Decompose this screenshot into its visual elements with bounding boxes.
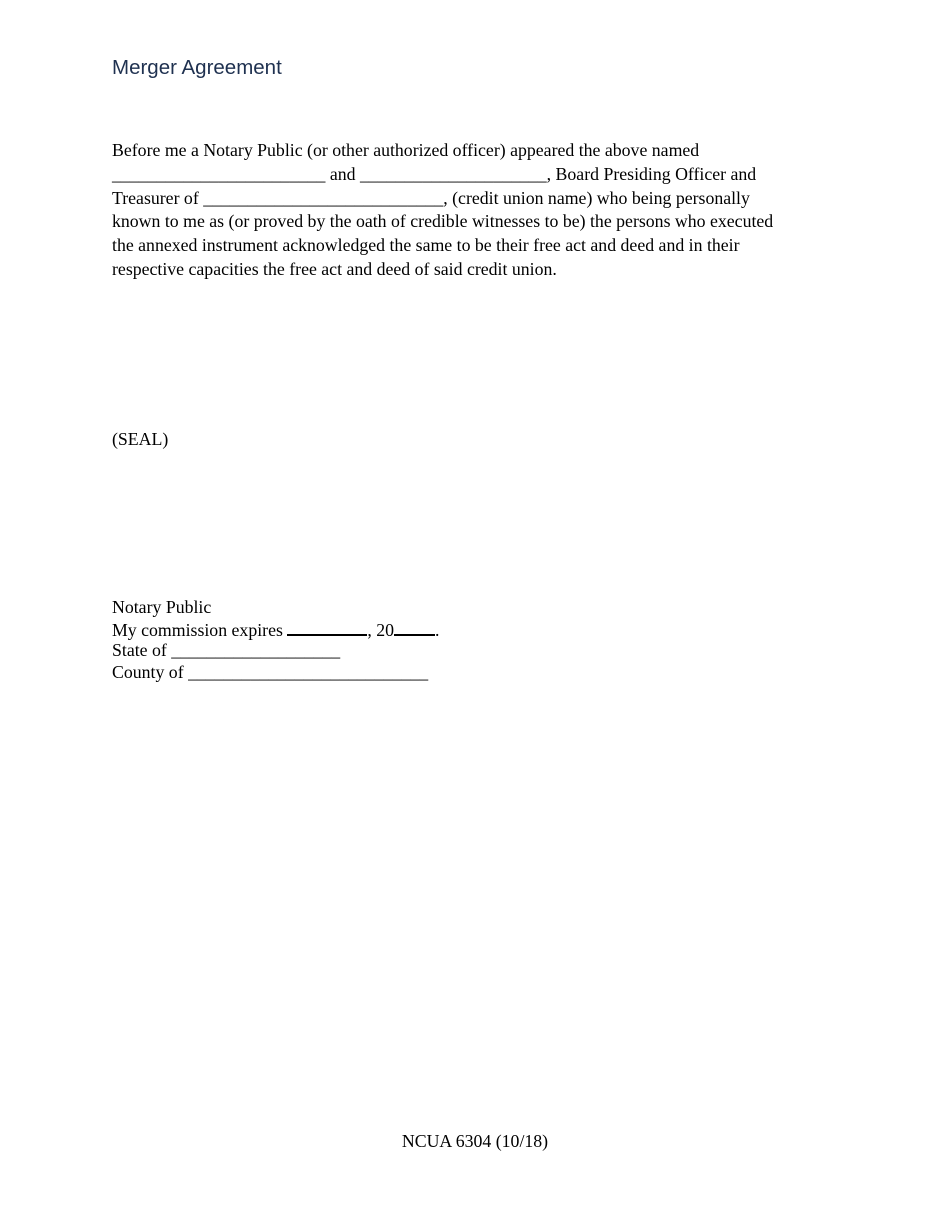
form-footer: NCUA 6304 (10/18)	[401, 1131, 549, 1151]
commission-period: .	[435, 619, 440, 640]
notary-public-label: Notary Public	[112, 597, 212, 617]
ack-line-6: respective capacities the free act and deed of said credit union.	[112, 258, 557, 279]
treasurer-name-blank[interactable]: _____________________	[359, 163, 547, 184]
state-blank[interactable]: ___________________	[171, 640, 341, 660]
commission-expires-line	[112, 619, 439, 641]
ack-line-3	[112, 187, 822, 211]
credit-union-name-blank[interactable]: ___________________________	[203, 187, 444, 208]
page-title: Merger Agreement	[112, 56, 282, 79]
ack-line-1: Before me a Notary Public (or other authorized officer) appeared the above named	[112, 140, 700, 160]
ack-line-3-rest: , (credit union name) who being personally	[443, 187, 750, 208]
county-label: County of	[112, 661, 189, 682]
county-line	[112, 662, 439, 684]
commission-year-blank[interactable]	[394, 619, 435, 636]
county-blank[interactable]: ___________________________	[188, 661, 429, 682]
commission-expires-label: My commission expires	[112, 619, 288, 640]
officer-name-blank[interactable]: ________________________	[112, 163, 326, 184]
acknowledgment-paragraph	[112, 139, 822, 282]
ack-and-text: and	[325, 163, 360, 184]
treasurer-of-label: Treasurer of	[112, 187, 204, 208]
seal-label: (SEAL)	[112, 429, 169, 449]
ack-line-5: the annexed instrument acknowledged the same to be their free act and deed and in their	[112, 235, 740, 256]
state-label: State of	[112, 640, 172, 660]
notary-block	[112, 597, 439, 683]
commission-year-prefix: , 20	[367, 619, 395, 640]
state-line	[112, 640, 439, 662]
ack-line-4: known to me as (or proved by the oath of credible witnesses to be) the persons who executed	[112, 211, 774, 232]
ack-line-2-rest: , Board Presiding Officer and	[546, 163, 757, 184]
commission-date-blank[interactable]	[287, 619, 367, 636]
ack-line-2	[112, 163, 822, 187]
